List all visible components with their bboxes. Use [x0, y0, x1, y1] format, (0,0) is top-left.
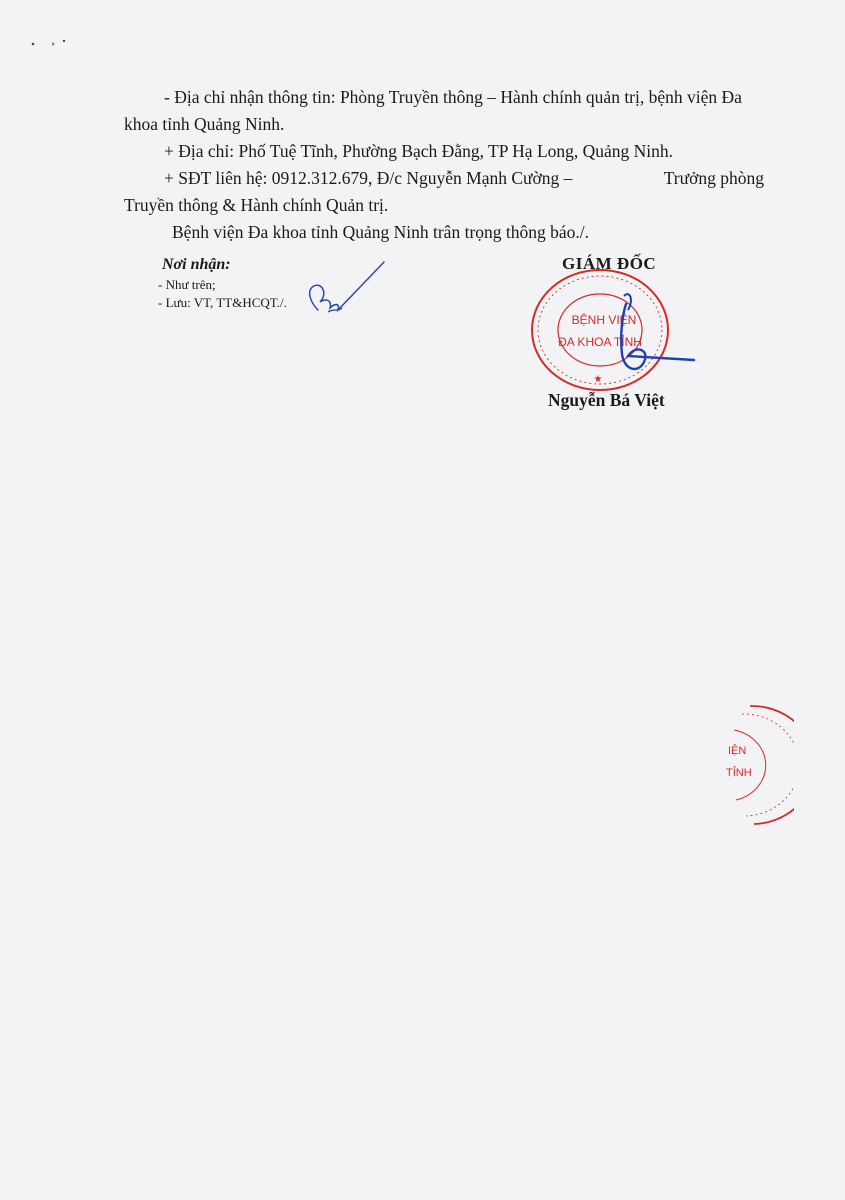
signer-title: GIÁM ĐỐC	[562, 254, 657, 273]
director-signature	[526, 266, 706, 394]
recipient-item: - Lưu: VT, TT&HCQT./.	[158, 295, 287, 310]
closing-line: Bệnh viện Đa khoa tỉnh Quảng Ninh trân trọng thông báo./.	[172, 222, 590, 242]
address-paragraph: - Địa chỉ nhận thông tin: Phòng Truyền thông – Hành chính quản trị, bệnh viện Đa khoa tỉnh Quảng Ninh.	[124, 87, 742, 134]
recipients-title: Nơi nhận:	[162, 256, 231, 273]
phone-line-end: Trưởng phòng	[663, 168, 764, 188]
department-line: Truyền thông & Hành chính Quản trị.	[124, 195, 389, 215]
partial-stamp-line-1: IỆN	[728, 745, 747, 757]
stamp-star: ★	[593, 374, 603, 385]
signature-block	[520, 254, 720, 424]
initials-signature	[300, 258, 390, 328]
scan-marks	[30, 38, 80, 50]
address-line: + Địa chỉ: Phố Tuệ Tĩnh, Phường Bạch Đằng, TP Hạ Long, Quảng Ninh.	[164, 141, 674, 161]
recipient-item: - Như trên;	[158, 277, 216, 292]
partial-stamp	[720, 700, 794, 830]
phone-line	[124, 165, 764, 192]
phone-line-start: + SĐT liên hệ: 0912.312.679, Đ/c Nguyễn Mạnh Cường –	[164, 168, 573, 188]
stamp-line-1: BỆNH VIỆN	[571, 313, 637, 327]
body-text	[124, 84, 764, 246]
partial-stamp-line-2: TỈNH	[726, 767, 752, 779]
signer-name: Nguyễn Bá Việt	[548, 390, 665, 410]
stamp-line-2: ĐA KHOA TỈNH	[558, 335, 642, 349]
